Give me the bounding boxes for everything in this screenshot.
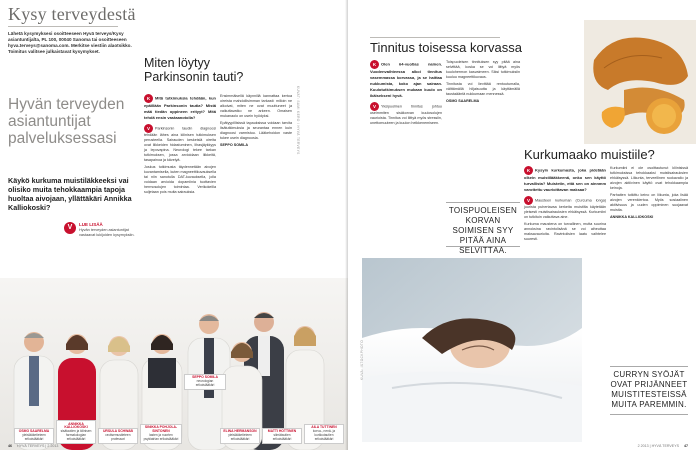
section-title: Kysy terveydestä (8, 4, 136, 24)
expert-panel-photo (0, 278, 348, 450)
expert-role: silmätautien erikoislääkäri (272, 432, 292, 441)
page-number: 46 (8, 444, 12, 448)
turmeric-photo (584, 20, 696, 144)
turmeric-pull-quote: CURRYN SYÖJÄT OVAT PRIJÄNNEET MUISTITESTEISSÄ MUITA PAREMMIN. (610, 370, 688, 409)
article-column-1 (144, 94, 216, 195)
question-badge: K (524, 166, 533, 175)
author-label: LUE LISÄÄ (79, 222, 103, 227)
article-answer-4: Epätyypillisissä tapauksissa voidaan tarvita lisätutkimuksia ja seurantaa ennen kuin diagnoosi varmistuu. Lääkehoidon vaste tukee usein diagnoosia. (220, 121, 292, 140)
right-page (348, 0, 696, 450)
article-column-2 (220, 94, 292, 148)
tinnitus-answer-1: Yksipuolinen tinnitus johtuu useimmiten sisäkorvan kuulosolujen vaurioista. Tinnitus voi liittyä myös stressiin, unettomuuteen ja kuulon heikkenemiseen. (370, 104, 442, 125)
expert-label (140, 424, 182, 444)
author-badge: V (64, 222, 76, 234)
tinnitus-signature: OSMO SAARELMA (446, 99, 480, 103)
turmeric-answer-3: Kurkumiini ei ole osoittautunut kliinisissä tutkimuksissa tehokkaaksi muistisairauksien ehkäisyssä. Liikunta, terveellinen ruokavalio ja aivojen aktiivinen käyttö ovat tehokkaampia keinoja. (610, 166, 688, 190)
article-answer-3: Ensimmäisellä käynnillä kannattaa kertoa oireista mahdollisimman tarkasti: milloin ne alkoivat, miten ne ovat muuttuneet ja vaikuttavatko ne arkeen. Omaisen mukanaolo on usein hyödyksi. (220, 94, 292, 118)
answer-badge: V (370, 102, 379, 111)
expert-label (184, 374, 226, 390)
turmeric-answer-4: Parhaiten tutkittu keino on liikunta, joka lisää aivojen verenkiertoa. Myös sosiaalinen aktiivisuus ja uuden oppiminen suojaavat muistia. (610, 193, 688, 212)
expert-role: lasten ja nuorten psykiatrian erikoislääkäri (143, 432, 179, 441)
turmeric-signature: ANNIKKA KALLIOKOSKI (610, 215, 654, 219)
sleep-photo-credit: KUVA: ISTOCKPHOTO (360, 339, 364, 380)
tinnitus-pull-quote: TOISPUOLEISEN KORVAN SOIMISEN SYY PITÄÄ AINA SELVITTÄÄ. (448, 206, 518, 255)
expert-role: sisätautien ja kliinisen farmakologian erikoislääkäri (60, 429, 92, 441)
expert-label (220, 428, 260, 444)
expert-label (98, 428, 138, 444)
tinnitus-answer-2: Toispuoleisen tinnituksen syy pitää aina selvittää, koska se voi liittyä myös kuulohermon kasvaimeen. Siksi tutkimuksiin kuuluu magneettikuvaus. (446, 60, 520, 79)
pull-quote-rule (610, 414, 688, 415)
intro-text: Lähetä kysymyksesi osoitteeseen Hyvä terveys/Kysy asiantuntijalta, PL 100, 00040 Sanoma tai osoitteeseen hyva.terveys@sanoma.com. Merkitse viestiin alaotsikko. Toimitus valitsee julkaistavat kysymykset. (8, 31, 132, 54)
tinnitus-column-1 (370, 60, 442, 128)
page-number: 47 (684, 444, 688, 448)
expert-name: SEPPO SOMILA (192, 375, 218, 380)
page-footer (8, 444, 58, 448)
article-signature: SEPPO SOMILA (220, 143, 249, 147)
turmeric-answer-2: Kurkuma maustena on turvallinen, mutta suurina annoksina ravintolisänä se voi aiheuttaa maksavaurioita. Ravintolisien laatu vaihtelee suuresti. (524, 222, 606, 241)
page-footer (638, 444, 688, 448)
expert-role: korva-, nenä- ja kurkkutautien erikoislääkäri (312, 429, 336, 441)
question-badge: K (144, 94, 153, 103)
pull-quote-rule (446, 202, 520, 203)
turmeric-headline: Kurkumaako muistiile? (524, 147, 655, 162)
section-divider (8, 26, 118, 27)
tinnitus-answer-3: Tinnitusta voi lievittää rentoutumalla, välttämällä hiljaisuutta ja käyttämällä taustaääntä nukkumaan mennessä. (446, 82, 520, 96)
question-badge: K (370, 60, 379, 69)
expert-label (14, 428, 54, 444)
tinnitus-question: Olen 64-vuotias nainen. Vuodenvaihteessa alkoi tinnitus vasemmassa korvassa, ja se haittaa nukkumista, koko ajan sairaan. Kuulotutkimuksen mukaan kuulo on ikäisekseni hyvä. (370, 61, 442, 98)
expert-label (262, 428, 302, 444)
author-description: Hyvän terveyden asiantuntijat vastaavat lukijoiden kysymyksiin. (79, 228, 135, 237)
sleeping-woman-photo (362, 258, 582, 442)
tinnitus-column-2 (446, 60, 520, 104)
expert-role: neurologian erikoislääkäri (195, 378, 215, 387)
expert-name: SINIKKA POHJOLA-SINTONEN (144, 425, 178, 434)
pull-quote-rule (610, 366, 688, 367)
pull-quote-rule (446, 246, 520, 247)
turmeric-column-1 (524, 166, 606, 242)
answer-badge: V (144, 124, 153, 133)
expert-name: ANNIKKA KALLIOKOSKI (64, 421, 88, 430)
big-quote: Hyvän terveyden asiantuntijat palveluksessasi (8, 96, 125, 147)
photo-credit: KUVAT: SAMI KERO / HYVÄ TERVEYS (296, 86, 300, 155)
sleeping-woman-illustration (362, 258, 582, 442)
expert-label (304, 424, 344, 444)
turmeric-column-2 (610, 166, 688, 220)
page-meta: HYVÄ TERVEYS | 2 2013 (17, 444, 59, 448)
expert-name: MATTI HOTTINEN (267, 429, 297, 434)
answer-badge: V (524, 196, 533, 205)
expert-name: AILA TUTTINEN (311, 425, 337, 430)
expert-label (56, 420, 96, 444)
expert-role: yleislääketieteen erikoislääkäri (228, 432, 252, 441)
headline-rule (370, 37, 500, 38)
turmeric-illustration (584, 20, 696, 144)
expert-name: URSULA SCHWAB (102, 429, 133, 434)
tinnitus-headline: Tinnitus toisessa korvassa (370, 40, 522, 55)
article-question: Mitä tutkimuksia tehdään, kun epäillään Parkinsonin tautia? Mistä mää tiedän oppineen erityyt? Mitä tehdä ensin vastaanotolla? (144, 95, 216, 120)
expert-role: ravitsemustieteen professori (105, 432, 131, 441)
article-answer-1: Parkinsonin taudin diagnoosi tehdään lähes aina kliinisen tutkimuksen perusteella. Sairauden keskeisiä oireita ovat liikkeiden hidastuminen, lihasjäykkyys ja lepovapina. Neurologi tekee tarkan tutkimuksen, jossa arvioidaan liikkeitä, tasapainoa ja kävelyä. (144, 126, 216, 162)
turmeric-question: Kysyin kurkumasta, joka pidetään olkein muistilääkkeenä, onko sen käyttö turvallista? Muistetin, että sen on ainnmm varottettu vaurioittavan maksaa? (524, 167, 606, 192)
expert-name: OSMO SAARELMA (18, 429, 50, 434)
page-meta: 2 2013 | HYVÄ TERVEYS (637, 444, 679, 448)
sub-quote: Käykö kurkuma muistiläkkeeksi vai olisiko muita tehokkaampia tapoja huoltaa aivojaan, yllättäkäri Annikka Kalliokoski? (8, 176, 132, 212)
article-headline: Miten löytyy Parkinsonin tauti? (144, 56, 244, 84)
expert-role: yleislääketieteen erikoislääkäri (22, 432, 46, 441)
turmeric-answer-1: Mausteen kurkuman (Curcuma longa) juurista puhertavaa kerkeita muistilta käytetään yleisesti muistisairauksien ehkäisyssä. Kurkumiini on tutkituin vaikuttava aine. (524, 198, 606, 219)
expert-name: ELINA HERMANSON (223, 429, 257, 434)
article-answer-2: Joskus tutkimusta täydennetään aivojen kuvantamisella, kuten magneettikuvauksella tai niin sanotulla DAT-kuvauksella, jolla voidaan arvioida dopamiinia tuottavien hermosolujen toimintaa. Verikokeilla suljetaan pois muita sairauksia. (144, 165, 216, 194)
